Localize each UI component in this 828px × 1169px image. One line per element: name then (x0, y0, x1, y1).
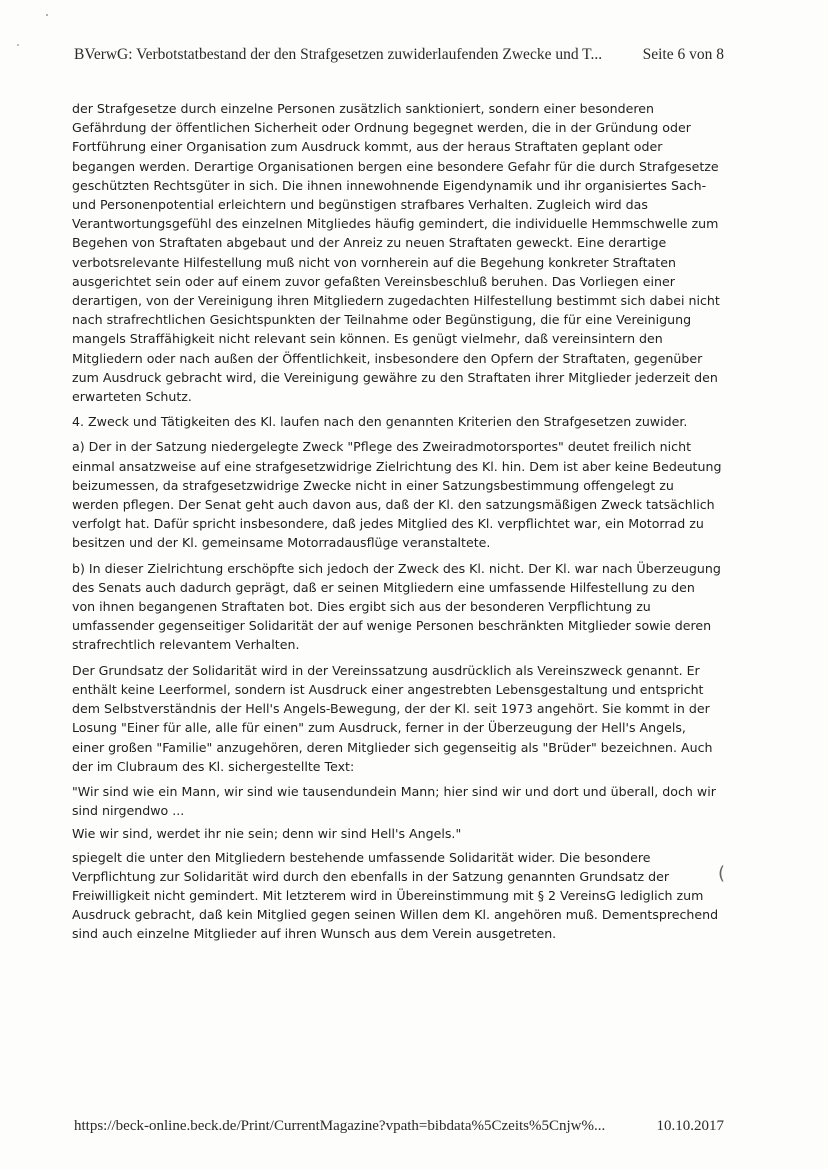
paragraph: a) Der in der Satzung niedergelegte Zweck "Pflege des Zweiradmotorsportes" deutet freilich nicht einmal ansatzweise auf eine strafgesetzwidrige Zielrichtung des Kl. hin. Dem ist aber keine Bedeutung beizumessen, da strafgesetzwidrige Zwecke nicht in einer Satzungsbestimmung offengelegt zu werden pflegen. Der Senat geht auch davon aus, daß der Kl. den satzungsmäßigen Zweck tatsächlich verfolgt hat. Dafür spricht insbesondere, daß jedes Mitglied des Kl. verpflichtet war, ein Motorrad zu besitzen und der Kl. gemeinsame Motorradausflüge veranstaltete. (72, 439, 722, 551)
quote-line: "Wir sind wie ein Mann, wir sind wie tausendundein Mann; hier sind wir und dort und überall, doch wir sind nirgendwo ... (72, 783, 716, 819)
document-body (72, 99, 722, 950)
scan-speck (17, 44, 19, 46)
page-number: Seite 6 von 8 (642, 46, 724, 63)
print-date: 10.10.2017 (656, 1118, 724, 1134)
paragraph: der Strafgesetze durch einzelne Personen zusätzlich sanktioniert, sondern einer besonderen Gefährdung der öffentlichen Sicherheit oder Ordnung begegnet werden, die in der Gründung oder Fortführung einer Organisation zum Ausdruck kommt, aus der heraus Straftaten geplant oder begangen werden. Derartige Organisationen bergen eine besondere Gefahr für die durch Strafgesetze geschützten Rechtsgüter in sich. Die ihnen innewohnende Eigendynamik und ihr organisiertes Sach- und Personenpotential erleichtern und begünstigen strafbares Verhalten. Zugleich wird das Verantwortungsgefühl des einzelnen Mitgliedes häufig gemindert, die individuelle Hemmschwelle zum Begehen von Straftaten abgebaut und der Anreiz zu neuen Straftaten geweckt. Eine derartige verbotsrelevante Hilfestellung muß nicht von vornherein auf die Begehung konkreter Straftaten ausgerichtet sein oder auf einem zuvor gefaßten Vereinsbeschluß beruhen. Das Vorliegen einer derartigen, von der Vereinigung ihren Mitgliedern zugedachten Hilfestellung bestimmt sich dabei nicht nach strafrechtlichen Gesichtspunkten der Teilnahme oder Begünstigung, die für eine Vereinigung mangels Straffähigkeit nicht relevant sein können. Es genügt vielmehr, daß vereinsintern den Mitgliedern oder nach außen der Öffentlichkeit, insbesondere den Opfern der Straftaten, gegenüber zum Ausdruck gebracht wird, die Vereinigung gewähre zu den Straftaten ihrer Mitglieder jederzeit den erwarteten Schutz. (72, 101, 720, 405)
quote-line: Wie wir sind, werdet ihr nie sein; denn wir sind Hell's Angels." (72, 826, 462, 842)
margin-mark-icon: ( (718, 863, 726, 884)
paragraph: spiegelt die unter den Mitgliedern bestehende umfassende Solidarität wider. Die besondere Verpflichtung zur Solidarität wird durch den ebenfalls in der Satzung genannten Grundsatz der Freiwilligkeit nicht gemindert. Mit letzterem wird in Übereinstimmung mit § 2 VereinsG lediglich zum Ausdruck gebracht, daß kein Mitglied gegen seinen Willen dem Kl. angehören muß. Dementsprechend sind auch einzelne Mitglieder auf ihren Wunsch aus dem Verein ausgetreten. (72, 849, 719, 942)
paragraph: Der Grundsatz der Solidarität wird in der Vereinssatzung ausdrücklich als Vereinszweck genannt. Er enthält keine Leerformel, sondern ist Ausdruck einer angestrebten Lebensgestaltung und entspricht dem Selbstverständnis der Hell's Angels-Bewegung, der der Kl. seit 1973 angehört. Sie kommt in der Losung "Einer für alle, alle für einen" zum Ausdruck, ferner in der Überzeugung der Hell's Angels, einer großen "Familie" anzugehören, deren Mitglieder sich gegenseitig als "Brüder" bezeichnen. Auch der im Clubraum des Kl. sichergestellte Text: (72, 662, 713, 774)
document-title: BVerwG: Verbotstatbestand der den Strafgesetzen zuwiderlaufenden Zwecke und T... (74, 46, 603, 63)
page-footer (74, 1118, 724, 1135)
source-url: https://beck-online.beck.de/Print/CurrentMagazine?vpath=bibdata%5Czeits%5Cnjw%... (74, 1118, 606, 1134)
paragraph: b) In dieser Zielrichtung erschöpfte sich jedoch der Zweck des Kl. nicht. Der Kl. war nach Überzeugung des Senats auch dadurch geprägt, daß er seinen Mitgliedern eine umfassende Hilfestellung zu den von ihnen begangenen Straftaten bot. Dies ergibt sich aus der besonderen Verpflichtung zu umfassender gegenseitiger Solidarität der auf wenige Personen beschränkten Mitglieder sowie deren strafrechtlich relevantem Verhalten. (72, 560, 721, 653)
scan-speck (46, 14, 48, 16)
page-header (74, 46, 724, 64)
paragraph: 4. Zweck und Tätigkeiten des Kl. laufen nach den genannten Kriterien den Strafgesetzen zuwider. (72, 414, 688, 430)
